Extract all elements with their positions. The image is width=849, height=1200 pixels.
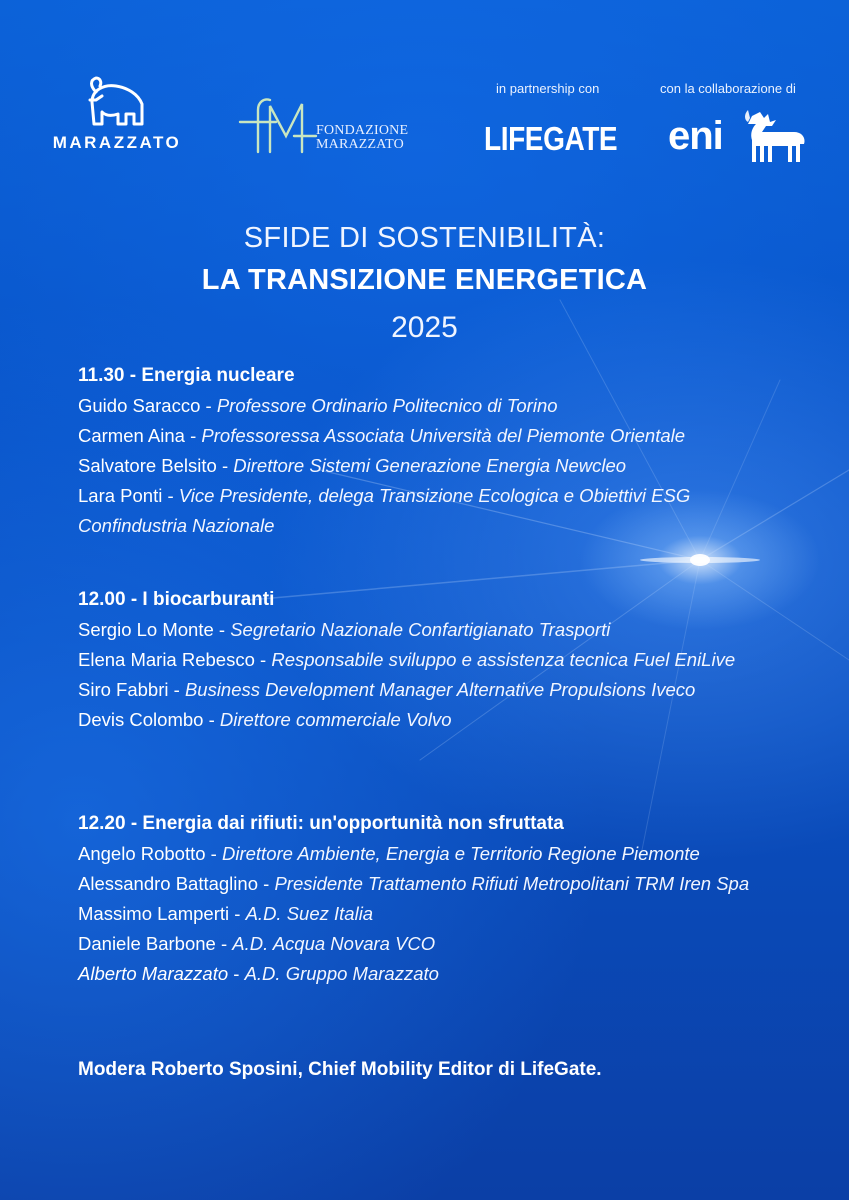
speaker-entry: [78, 839, 818, 869]
speaker-role: Professoressa Associata Università del Piemonte Orientale: [201, 425, 686, 446]
speaker-role: Segretario Nazionale Confartigianato Trasporti: [230, 619, 611, 640]
speaker-name: Devis Colombo: [78, 709, 204, 730]
speaker-role: A.D. Suez Italia: [245, 903, 374, 924]
speaker-entry: [78, 645, 738, 675]
speaker-role: Direttore Sistemi Generazione Energia Newcleo: [233, 455, 627, 476]
speaker-name: Siro Fabbri: [78, 679, 169, 700]
collaboration-caption: con la collaborazione di: [660, 81, 796, 96]
speaker-entry: [78, 869, 758, 899]
speaker-role: Professore Ordinario Politecnico di Torino: [216, 395, 558, 416]
speaker-role: Direttore Ambiente, Energia e Territorio Regione Piemonte: [222, 843, 700, 864]
eni-logo: [668, 110, 808, 170]
fondazione-line-2: MARAZZATO: [316, 137, 404, 152]
fondazione-marazzato-logo: [236, 96, 426, 156]
speaker-entry: [78, 929, 818, 959]
separator: -: [257, 873, 275, 894]
separator: -: [203, 709, 220, 730]
speaker-entry: [78, 959, 818, 989]
eni-wordmark: eni: [668, 114, 723, 158]
session-heading: 12.00 - I biocarburanti: [78, 589, 275, 610]
separator: -: [254, 649, 272, 670]
speaker-role: Presidente Trattamento Rifiuti Metropolitani TRM Iren Spa: [274, 873, 750, 894]
separator: -: [216, 455, 234, 476]
speaker-role: Direttore commerciale Volvo: [219, 709, 452, 730]
speaker-name: Massimo Lamperti: [78, 903, 230, 924]
speaker-entry: [78, 481, 758, 541]
speaker-entry: [78, 615, 818, 645]
speaker-name: Lara Ponti: [78, 485, 163, 506]
speaker-entry: [78, 451, 818, 481]
speaker-name: Guido Saracco: [78, 395, 201, 416]
speaker-name: Carmen Aina: [78, 425, 185, 446]
lifegate-logo: LIFEGATE: [484, 120, 618, 157]
partnership-caption: in partnership con: [496, 81, 600, 96]
separator: -: [162, 485, 179, 506]
separator: -: [229, 903, 246, 924]
moderator-note: Modera Roberto Sposini, Chief Mobility Editor di LifeGate.: [78, 1059, 602, 1080]
elephant-icon: [52, 76, 182, 132]
speaker-entry: [78, 899, 818, 929]
marazzato-wordmark: MARAZZATO: [52, 133, 182, 152]
speaker-role: Responsabile sviluppo e assistenza tecnica Fuel EniLive: [271, 649, 736, 670]
session-waste-to-energy: [78, 809, 818, 989]
marazzato-logo: [52, 76, 182, 156]
session-biofuels: [78, 585, 818, 735]
speaker-entry: [78, 391, 818, 421]
title-line-1: SFIDE DI SOSTENIBILITÀ:: [243, 222, 606, 254]
separator: -: [228, 963, 245, 984]
speaker-entry: [78, 421, 818, 451]
title-line-2: LA TRANSIZIONE ENERGETICA: [201, 264, 648, 296]
speaker-role: Vice Presidente, delega Transizione Ecologica e Obiettivi ESG Confindustria Nazionale: [78, 485, 691, 536]
speaker-entry: [78, 675, 818, 705]
event-year: 2025: [391, 311, 458, 344]
six-legged-dog-icon: [742, 110, 808, 166]
speaker-role: A.D. Gruppo Marazzato: [244, 963, 439, 984]
speaker-name: Salvatore Belsito: [78, 455, 217, 476]
separator: -: [205, 843, 222, 864]
separator: -: [168, 679, 185, 700]
speaker-name: Angelo Robotto: [78, 843, 206, 864]
speaker-role: Business Development Manager Alternative Propulsions Iveco: [184, 679, 696, 700]
speaker-name: Alessandro Battaglino: [78, 873, 258, 894]
fondazione-wordmark: [316, 124, 426, 152]
separator: -: [213, 619, 231, 640]
separator: -: [200, 395, 217, 416]
session-heading: 11.30 - Energia nucleare: [78, 365, 295, 386]
fondazione-line-1: FONDAZIONE: [316, 123, 409, 138]
speaker-name: Daniele Barbone: [78, 933, 216, 954]
separator: -: [215, 933, 233, 954]
speaker-role: A.D. Acqua Novara VCO: [232, 933, 436, 954]
speaker-entry: [78, 705, 818, 735]
fm-monogram-icon: [236, 96, 318, 156]
session-nuclear: [78, 361, 818, 541]
speaker-name: Elena Maria Rebesco: [78, 649, 255, 670]
separator: -: [184, 425, 202, 446]
speaker-name: Alberto Marazzato: [78, 963, 229, 984]
session-heading: 12.20 - Energia dai rifiuti: un'opportunità non sfruttata: [78, 813, 564, 834]
speaker-name: Sergio Lo Monte: [78, 619, 214, 640]
